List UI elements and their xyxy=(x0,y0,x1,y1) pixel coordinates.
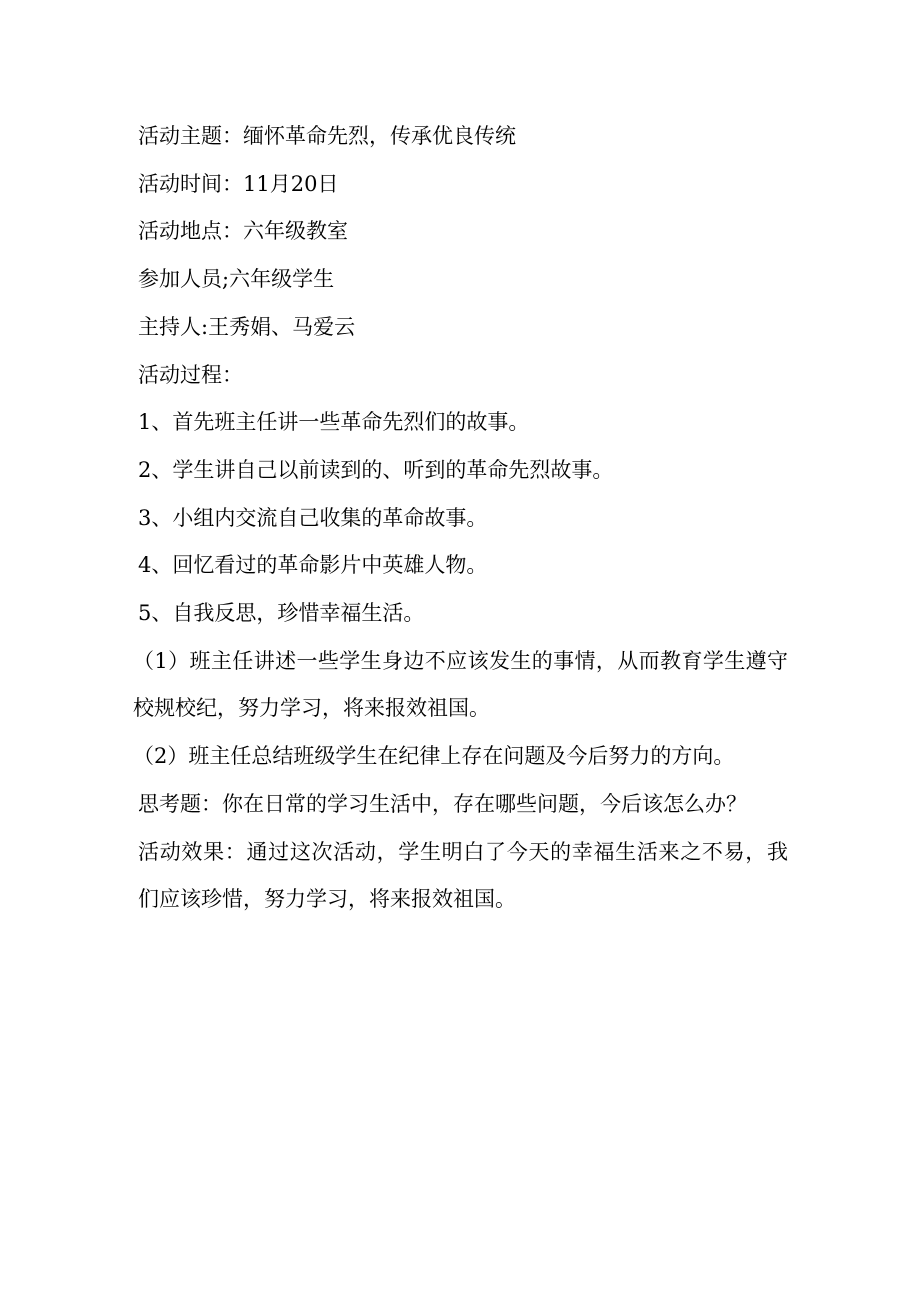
host-line: 主持人:王秀娟、马爱云 xyxy=(138,314,356,339)
activity-theme-line: 活动主题：缅怀革命先烈，传承优良传统 xyxy=(138,124,516,148)
process-step-4: 4、回忆看过的革命影片中英雄人物。 xyxy=(138,553,488,578)
sub-item-2: （2）班主任总结班级学生在纪律上存在问题及今后努力的方向。 xyxy=(133,744,735,769)
process-step-1: 1、首先班主任讲一些革命先烈们的故事。 xyxy=(138,410,530,435)
process-step-3: 3、小组内交流自己收集的革命故事。 xyxy=(138,505,488,530)
activity-place-line: 活动地点：六年级教室 xyxy=(138,219,348,244)
participants-line: 参加人员;六年级学生 xyxy=(138,267,335,292)
sub-item-1: （1）班主任讲述一些学生身边不应该发生的事情，从而教育学生遵守校规校纪，努力学习，将来报效祖国。 xyxy=(133,648,788,721)
process-step-2: 2、学生讲自己以前读到的、听到的革命先烈故事。 xyxy=(138,457,614,482)
activity-time-line: 活动时间：11月20日 xyxy=(138,171,339,196)
activity-effect-paragraph: 活动效果：通过这次活动，学生明白了今天的幸福生活来之不易，我们应该珍惜，努力学习，将来报效祖国。 xyxy=(138,839,788,912)
process-heading: 活动过程： xyxy=(138,362,243,387)
document-body xyxy=(133,113,788,924)
question-line: 思考题：你在日常的学习生活中，存在哪些问题，今后该怎么办？ xyxy=(138,791,747,816)
process-step-5: 5、自我反思，珍惜幸福生活。 xyxy=(138,601,425,626)
